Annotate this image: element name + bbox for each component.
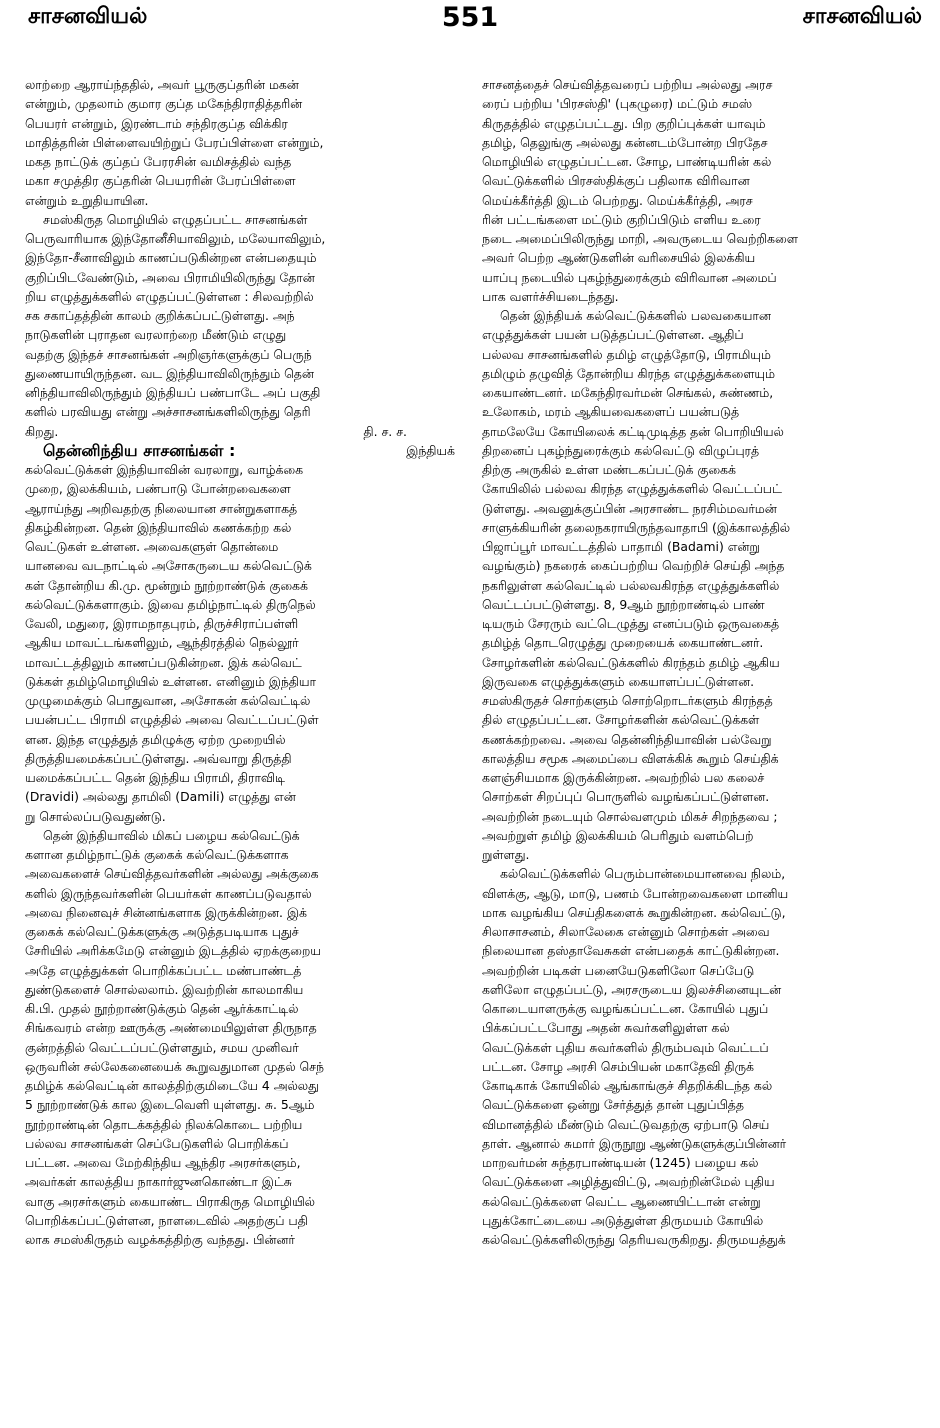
text-line: இருவகை எழுத்துக்களும் கையாளப்பட்டுள்ளன. <box>482 673 755 689</box>
text-line: தாள். ஆனால் சுமார் இருநூறு ஆண்டுகளுக்குப்பின்னர் <box>482 1135 787 1151</box>
text-line: கல்வெட்டுக்களிலிருந்து தெரியவருகிறது. திருமயத்துக் <box>482 1232 786 1247</box>
text-line: தமிழும் தழுவித் தோன்றிய கிரந்த எழுத்துக்களையும் <box>482 365 775 381</box>
text-line: வெட்டுக்களை அழித்துவிட்டு, அவற்றின்மேல் புதிய <box>482 1174 775 1190</box>
text-line: குறிப்பிடவேண்டும், அவை பிராமியிலிருந்து தோன் <box>25 269 315 285</box>
text-line: சமஸ்கிருத மொழியில் எழுதப்பட்ட சாசனங்கள் <box>43 211 308 227</box>
text-line: னிந்தியாவிலிருந்தும் இந்தியப் பண்பாடே அப் பகுதி <box>25 385 321 400</box>
text-line: மொழியில் எழுதப்பட்டன. சோழ, பாண்டியரின் கல் <box>482 154 772 169</box>
text-line: (Dravidi) அல்லது தாமிலி (Damili) எழுத்து என் <box>25 789 296 805</box>
text-line: பிக்கப்பட்டபோது அதன் சுவர்களிலுள்ள கல் <box>482 1020 730 1036</box>
text-line: கல்வெட்டுக்களாகும். இவை தமிழ்நாட்டில் திருநெல் <box>25 596 316 612</box>
text-line: வாகு அரசர்களும் கையாண்ட பிராகிருத மொழியில் <box>25 1193 315 1209</box>
text-line: சிங்கவரம் என்ற ஊருக்கு அண்மையிலுள்ள திருநாத <box>25 1020 317 1036</box>
text-line: தென் இந்தியக் கல்வெட்டுக்களில் பலவகையான <box>500 308 771 323</box>
text-line: பொறிக்கப்பட்டுள்ளன, நாளடைவில் அதற்குப் பதி <box>25 1212 308 1228</box>
text-line: என்றும், முதலாம் குமார குப்த மகேந்திராதித்தரின் <box>25 96 303 112</box>
text-line: பிஜாப்பூர் மாவட்டத்தில் பாதாமி (Badami) என்று <box>482 539 760 554</box>
text-line: ளன. இந்த எழுத்துத் தமிழுக்கு ஏற்ற முறையில் <box>25 731 286 747</box>
text-line: லாக சமஸ்கிருதம் வழக்கத்திற்கு வந்தது. பின்னர் <box>25 1232 295 1247</box>
text-line: தமிழ்த் தொடரெழுத்து முறையைக் கையாண்டனர். <box>482 635 764 651</box>
text-line: பல்லவ சாசனங்கள் செப்பேடுகளில் பொறிக்கப் <box>25 1135 289 1151</box>
text-line: மாதித்தரின் பிள்ளைவயிற்றுப் பேரப்பிள்ளை என்றும், <box>25 134 324 150</box>
text-line: வெட்டுகள் உள்ளன. அவைகளுள் தொன்மை <box>25 539 279 554</box>
text-line: ஒருவரின் சல்லேகனையைக் கூறுவதுமான முதல் செந் <box>25 1058 324 1074</box>
text-line: திருத்தியமைக்கப்பட்டுள்ளது. அவ்வாறு திருத்தி <box>25 750 292 766</box>
text-line: களிலோ எழுதப்பட்டு, அரசருடைய இலச்சினையுடன் <box>482 981 782 997</box>
text-line: அதே எழுத்துக்கள் பொறிக்கப்பட்ட மண்பாண்டத் <box>25 962 302 978</box>
text-line: டுக்கள் தமிழ்மொழியில் உள்ளன. எனினும் இந்தியா <box>25 673 317 689</box>
text-line: சாசனத்தைச் செய்வித்தவரைப் பற்றிய அல்லது அரச <box>482 77 773 92</box>
text-line: அவற்றின் படிகள் பனையேடுகளிலோ செப்பேடு <box>482 962 755 978</box>
text-line: ரைப் பற்றிய 'பிரசஸ்தி' (புகழுரை) மட்டும் சமஸ் <box>482 96 752 112</box>
text-line: அவற்றின் நடையும் சொல்வளமும் மிகச் சிறந்தவை ; <box>482 808 778 824</box>
text-line: வெட்டப்பட்டுள்ளது. 8, 9ஆம் நூற்றாண்டில் பாண் <box>482 596 765 612</box>
text-line: முறை, இலக்கியம், பண்பாடு போன்றவைகளை <box>25 481 291 497</box>
text-line: காலத்திய சமூக அமைப்பை விளக்கிக் கூறும் செய்திக் <box>482 750 779 766</box>
text-line: மெய்க்கீர்த்தி இடம் பெற்றது. மெய்க்கீர்த்தி, அரச <box>482 192 753 208</box>
text-line: இந்தோ-சீனாவிலும் காணப்படுகின்றன என்பதையும் <box>25 250 317 266</box>
text-line: கொடையாளருக்கு வழங்கப்பட்டன. கோயில் புதுப் <box>482 1001 769 1016</box>
text-line: குன்றத்தில் வெட்டப்பட்டுள்ளதும், சமய முனிவர் <box>25 1039 299 1055</box>
text-line: கோயிலில் பல்லவ கிரந்த எழுத்துக்களில் வெட்டப்பட் <box>482 481 782 497</box>
text-line: பட்டன. அவை மேற்கிந்திய ஆந்திர அரசர்களும், <box>25 1155 301 1170</box>
text-line: பல்லவ சாசனங்களில் தமிழ் எழுத்தோடு, பிராமியும் <box>482 346 771 362</box>
text-line: கல்வெட்டுக்களில் பெரும்பான்மையானவை நிலம், <box>500 866 786 882</box>
text-line: அவைகளைச் செய்வித்தவர்களின் அல்லது அக்குகை <box>25 866 319 882</box>
text-line: சிலாசாசனம், சிலாலேகை என்னும் சொற்கள் அவை <box>482 924 770 939</box>
text-line: சொற்கள் சிறப்புப் பொருளில் வழங்கப்பட்டுள்ளன. <box>482 789 770 805</box>
text-line: வழங்கும்) நகரைக் கைப்பற்றிய வெற்றிச் செய்தி அந்த <box>482 558 785 574</box>
text-line: கணக்கற்றவை. அவை தென்னிந்தியாவின் பல்வேறு <box>482 731 772 747</box>
left-column <box>25 75 455 1249</box>
text-line: திறனைப் புகழ்ந்துரைக்கும் கல்வெட்டு விழுப்புரத் <box>482 442 760 458</box>
text-line: சோழர்களின் கல்வெட்டுக்களில் கிரந்தம் தமிழ் ஆகிய <box>482 654 780 670</box>
text-line: நூற்றாண்டின் தொடக்கத்தில் நிலக்கொடை பற்றிய <box>25 1116 303 1132</box>
text-line: சமஸ்கிருதச் சொற்களும் சொற்றொடர்களும் கிரந்தத் <box>482 693 773 708</box>
text-line: தென் இந்தியாவில் மிகப் பழைய கல்வெட்டுக் <box>43 827 300 843</box>
text-line: கல்வெட்டுக்கள் இந்தியாவின் வரலாறு, வாழ்க்கை <box>25 462 304 477</box>
text-line: டுள்ளது. அவனுக்குப்பின் அரசாண்ட நரசிம்மவர்மன் <box>482 500 777 516</box>
text-line: 5 நூற்றாண்டுக் கால இடைவெளி யுள்ளது. சு. 5ஆம் <box>25 1097 315 1113</box>
text-line: புதுக்கோட்டையை அடுத்துள்ள திருமயம் கோயில் <box>482 1212 764 1228</box>
text-line: குகைக் கல்வெட்டுக்களுக்கு அடுத்தபடியாக புதுச் <box>25 924 299 939</box>
text-line: டியரும் சேரரும் வட்டெழுத்து எனப்படும் ஒருவகைத் <box>482 616 780 631</box>
text-line: சக சகாப்தத்தின் காலம் குறிக்கப்பட்டுள்ளது. அந் <box>25 308 295 323</box>
author-signature: தி. ச. ச. <box>363 423 407 439</box>
text-line: நிலையான தஸ்தாவேசுகள் என்பதைக் காட்டுகின்றன. <box>482 943 780 959</box>
text-line: களான தமிழ்நாட்டுக் குகைக் கல்வெட்டுக்களாக <box>25 847 289 862</box>
text-line: யானவை வடநாட்டில் அசோகருடைய கல்வெட்டுக் <box>25 558 312 574</box>
text-line: றுள்ளது. <box>482 847 530 862</box>
text-line: மாக வழங்கிய செய்திகளைக் கூறுகின்றன. கல்வெட்டு, <box>482 904 786 920</box>
text-line: அவை நினைவுச் சின்னங்களாக இருக்கின்றன. இக் <box>25 904 307 920</box>
text-line: தமிழ்க் கல்வெட்டின் காலத்திற்குமிடையே 4 அல்லது <box>25 1078 319 1093</box>
text-line: யமைக்கப்பட்ட தென் இந்திய பிராமி, திராவிடி <box>25 770 285 785</box>
text-line-content: இந்தியக் <box>406 442 455 458</box>
text-line: கி.பி. முதல் நூற்றாண்டுக்கும் தென் ஆர்க்காட்டில் <box>25 1001 299 1016</box>
text-line: வேலி, மதுரை, இராமநாதபுரம், திருச்சிராப்பள்ளி <box>25 616 299 631</box>
text-line: கிருதத்தில் எழுதப்பட்டது. பிற குறிப்புக்கள் யாவும் <box>482 115 766 131</box>
text-line: கோடிகாக் கோயிலில் ஆங்காங்குச் சிதறிக்கிடந்த கல் <box>482 1078 773 1093</box>
running-title-left: சாசனவியல் <box>28 4 148 29</box>
text-line: தில் எழுதப்பட்டன. சோழர்களின் கல்வெட்டுக்கள் <box>482 712 760 728</box>
text-line: என்றும் உறுதியாயின. <box>25 192 149 208</box>
text-line: நகரிலுள்ள கல்வெட்டில் பல்லவகிரந்த எழுத்துக்களில் <box>482 577 780 593</box>
text-line: மாவட்டத்திலும் காணப்படுகின்றன. இக் கல்வெட் <box>25 654 302 670</box>
text-line: திகழ்கின்றன. தென் இந்தியாவில் கணக்கற்ற கல் <box>25 519 292 535</box>
text-line: பயன்பட்ட பிராமி எழுத்தில் அவை வெட்டப்பட்டுள் <box>25 712 319 728</box>
text-line: ஆராய்ந்து அறிவதற்கு நிலையான சான்றுகளாகத் <box>25 500 298 516</box>
text-line: பட்டன. சோழ அரசி செம்பியன் மகாதேவி திருக் <box>482 1058 754 1074</box>
text-line: களில் பரவியது என்று அச்சாசனங்களிலிருந்து தெரி <box>25 404 311 420</box>
text-line: வெட்டுக்கள் புதிய சுவர்களில் திரும்பவும் வெட்டப் <box>482 1039 769 1055</box>
right-column <box>482 75 912 1249</box>
text-line <box>25 441 455 460</box>
text-line: கையாண்டனர். மகேந்திரவர்மன் செங்கல், சுண்ணம், <box>482 385 774 400</box>
text-line: ஆகிய மாவட்டங்களிலும், ஆந்திரத்தில் நெல்லூர் <box>25 635 299 651</box>
text-line: முழுமைக்கும் பொதுவான, அசோகன் கல்வெட்டில் <box>25 693 311 708</box>
text-line: மகா சமுத்திர குப்தரின் பெயரரின் பேரப்பிள்ளை <box>25 173 296 189</box>
text-line: யாப்பு நடையில் புகழ்ந்துரைக்கும் விரிவான அமைப் <box>482 269 777 285</box>
text-line: சேரியில் அரிக்கமேடு என்னும் இடத்தில் ஏறக்குறைய <box>25 943 321 959</box>
text-line: பாக வளர்ச்சியடைந்தது. <box>482 288 619 304</box>
text-line: வெட்டுக்களை ஒன்று சேர்த்துத் தான் புதுப்பித்த <box>482 1097 744 1113</box>
text-line: விமானத்தில் மீண்டும் வெட்டுவதற்கு ஏற்பாடு செய் <box>482 1116 770 1132</box>
text-line: எழுத்துக்கள் பயன் படுத்தப்பட்டுள்ளன. ஆதிப் <box>482 327 744 343</box>
text-line: கல்வெட்டுக்களை வெட்ட ஆணையிட்டான் என்று <box>482 1193 761 1209</box>
text-line: விளக்கு, ஆடு, மாடு, பணம் போன்றவைகளை மானிய <box>482 885 789 901</box>
text-line: துண்டுகளைச் சொல்லலாம். இவற்றின் காலமாகிய <box>25 981 304 997</box>
text-line: பெருவாரியாக இந்தோனீசியாவிலும், மலேயாவிலும், <box>25 231 326 246</box>
text-line: ரின் பட்டங்களை மட்டும் குறிப்பிடும் எளிய உரை <box>482 211 761 227</box>
text-line: வெட்டுக்களில் பிரசஸ்திக்குப் பதிலாக விரிவான <box>482 173 750 189</box>
text-line: அவர் பெற்ற ஆண்டுகளின் வரிசையில் இலக்கிய <box>482 250 756 266</box>
text-line: சாளுக்கியரின் தலைநகராயிருந்தவாதாபி (இக்காலத்தில் <box>482 519 791 535</box>
running-title-right: சாசனவியல் <box>802 4 922 29</box>
text-line-content: கிறது. <box>25 423 59 439</box>
section-heading: தென்னிந்திய சாசனங்கள் : <box>43 440 236 460</box>
text-line: உலோகம், மரம் ஆகியவைகளைப் பயன்படுத் <box>482 404 740 420</box>
text-line: று சொல்லப்படுவதுண்டு. <box>25 808 166 824</box>
text-line <box>25 422 455 441</box>
text-line: அவற்றுள் தமிழ் இலக்கியம் பெரிதும் வளம்பெற் <box>482 827 754 843</box>
text-line: நடை அமைப்பிலிருந்து மாறி, அவருடைய வெற்றிகளை <box>482 231 798 246</box>
text-line: லாற்றை ஆராய்ந்ததில், அவர் பூருகுப்தரின் மகன் <box>25 77 299 92</box>
text-line: வதற்கு இந்தச் சாசனங்கள் அறிஞர்களுக்குப் பெருந் <box>25 346 312 362</box>
text-line: மாறவர்மன் சுந்தரபாண்டியன் (1245) பழைய கல் <box>482 1155 759 1170</box>
page-number: 551 <box>441 2 499 33</box>
text-line: துணையாயிருந்தன. வட இந்தியாவிலிருந்தும் தென் <box>25 365 314 381</box>
text-line: நாடுகளின் புராதன வரலாற்றை மீண்டும் எழுது <box>25 327 287 343</box>
text-line: கள் தோன்றிய கி.மு. மூன்றும் நூற்றாண்டுக் குகைக் <box>25 577 308 593</box>
text-line: திற்கு அருகில் உள்ள மண்டகப்பட்டுக் குகைக் <box>482 462 736 477</box>
text-line: தாமலேயே கோயிலைக் கட்டிமுடித்த தன் பொறியியல் <box>482 423 784 439</box>
text-line: அவர்கள் காலத்திய நாகார்ஜுனகொண்டா இட்சு <box>25 1174 292 1190</box>
text-line: மகத நாட்டுக் குப்தப் பேரரசின் வமிசத்தில் வந்த <box>25 154 292 169</box>
text-line: பெயரர் என்றும், இரண்டாம் சந்திரகுப்த விக்கிர <box>25 115 288 131</box>
text-line: களில் இருந்தவர்களின் பெயர்கள் காணப்படுவதால் <box>25 885 312 901</box>
text-line: களஞ்சியமாக இருக்கின்றன. அவற்றில் பல கலைச் <box>482 770 765 785</box>
text-line: றிய எழுத்துக்களில் எழுதப்பட்டுள்ளன : சிலவற்றில் <box>25 288 314 304</box>
text-line: தமிழ், தெலுங்கு அல்லது கன்னடம்போன்ற பிரதேச <box>482 134 768 150</box>
page-header <box>18 2 922 46</box>
